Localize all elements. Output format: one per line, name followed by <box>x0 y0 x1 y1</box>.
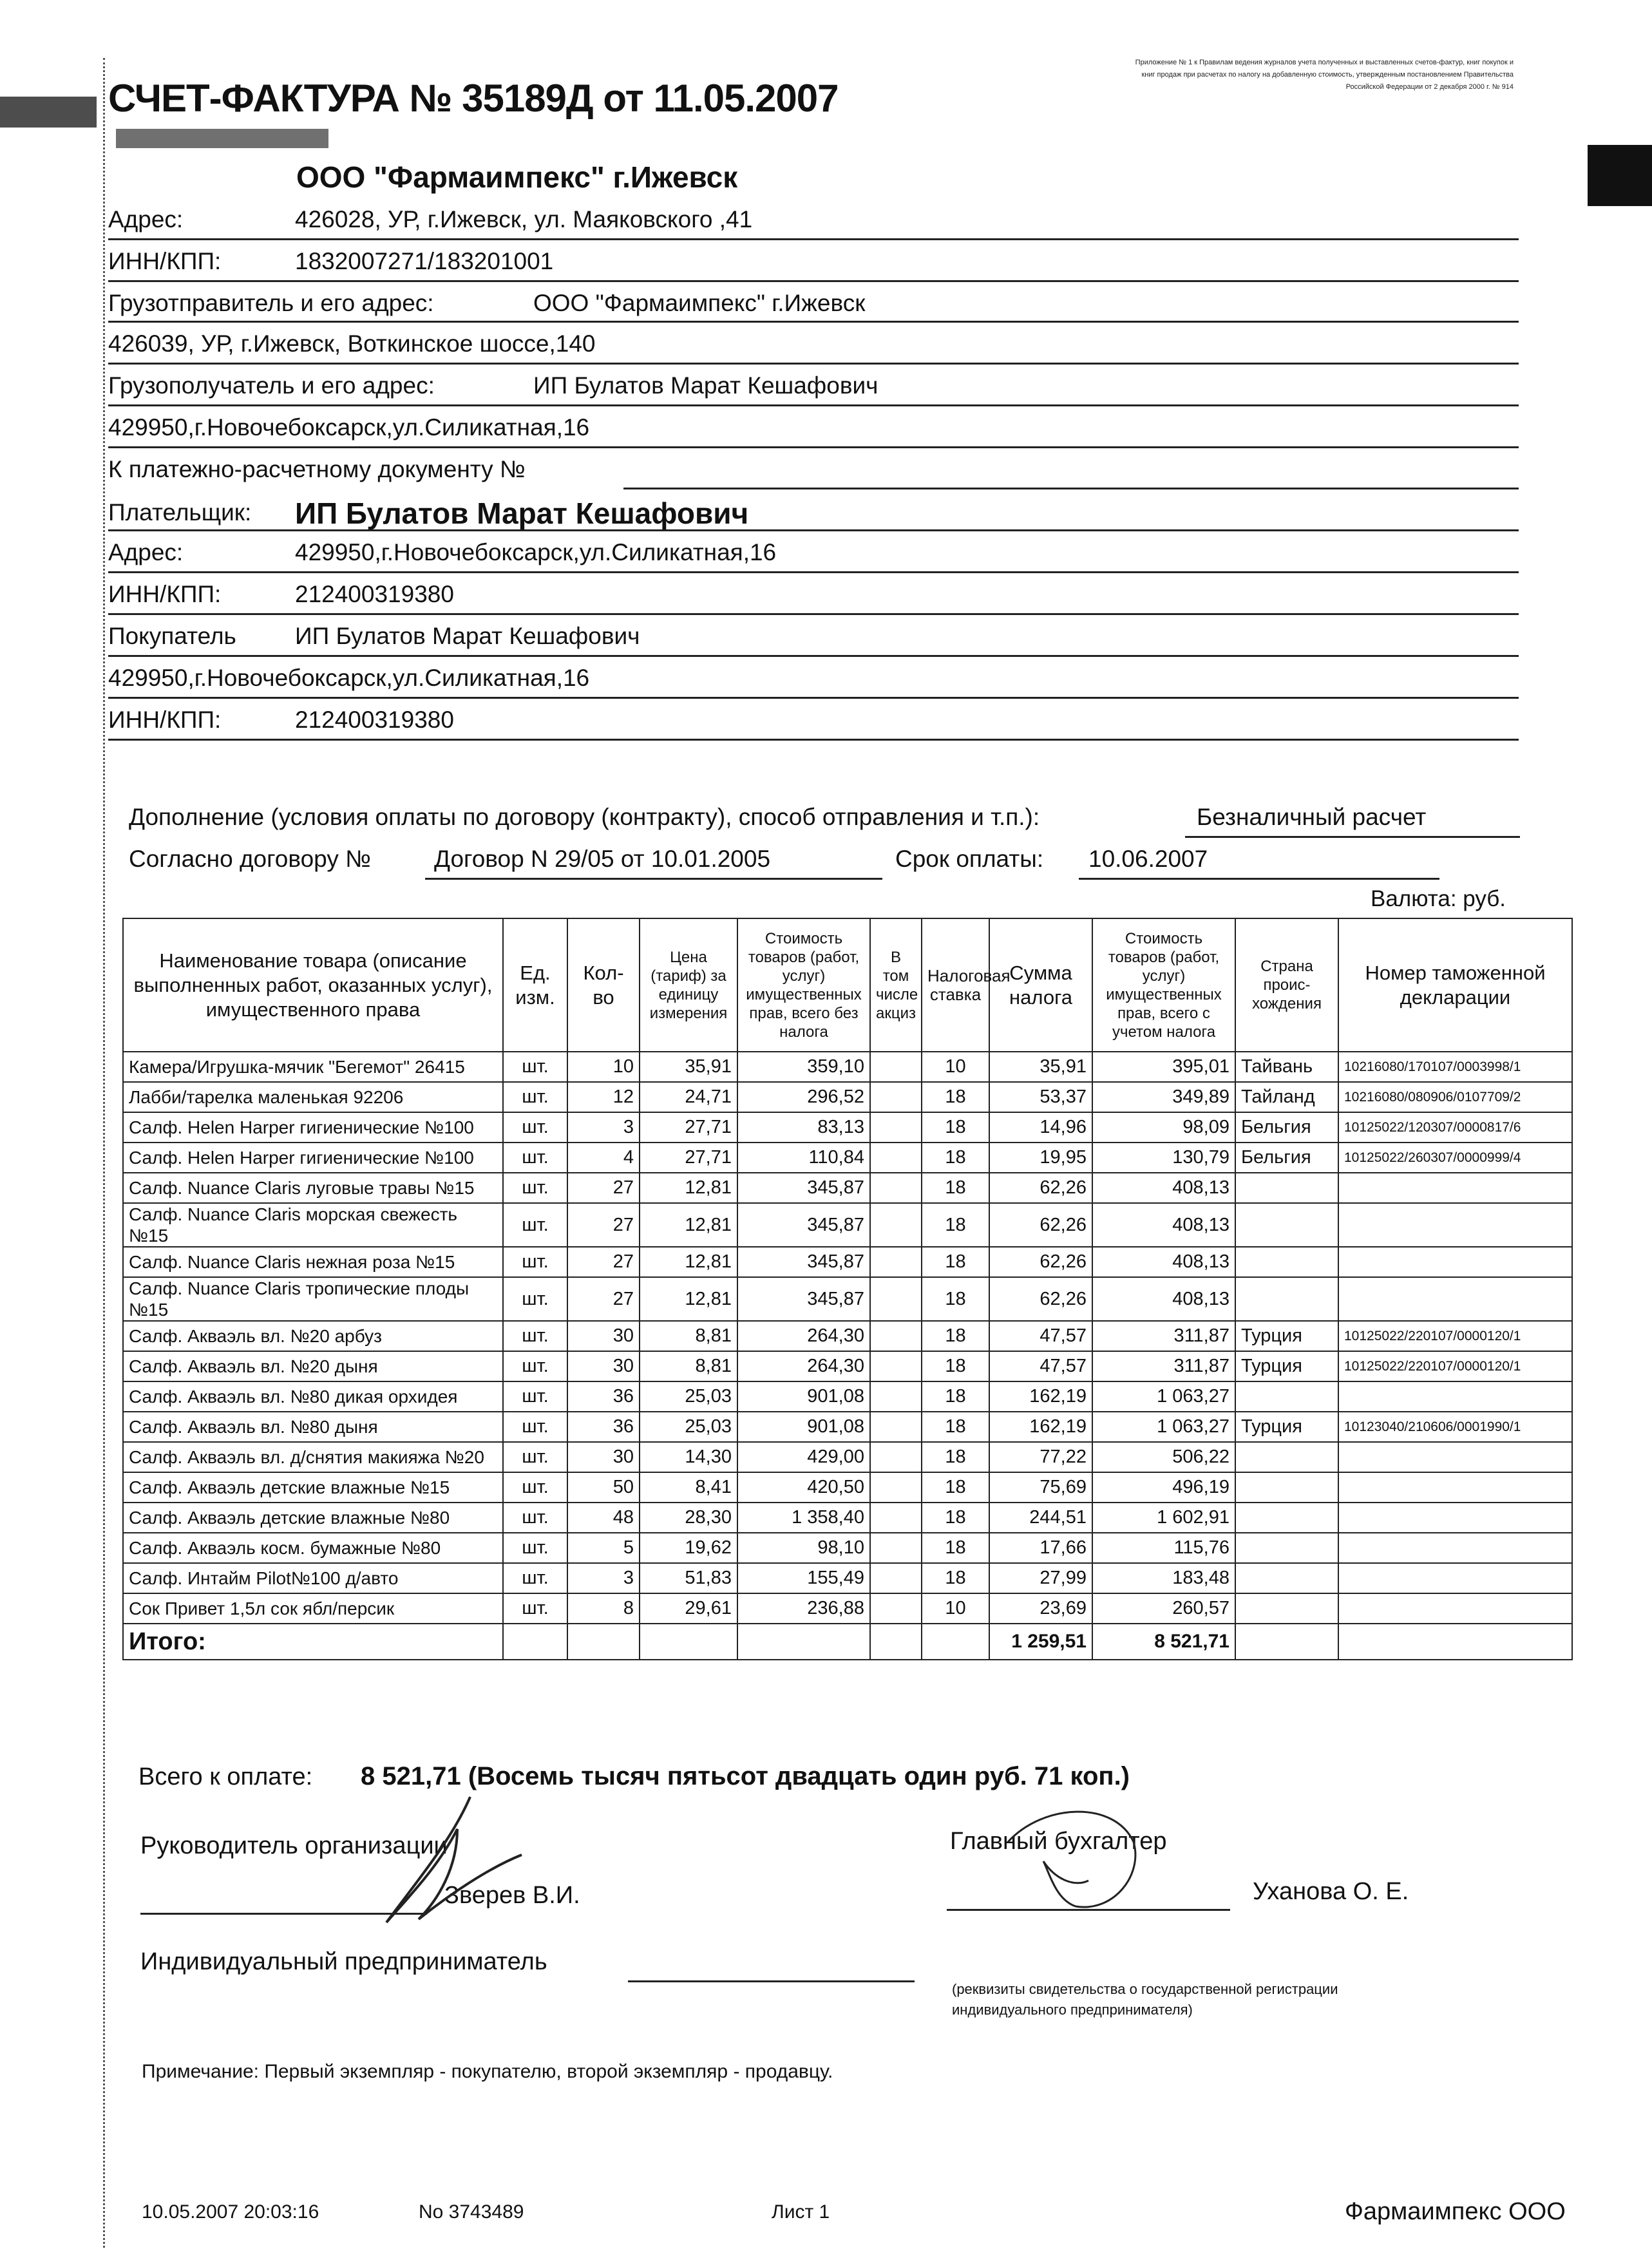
cell-rate: 18 <box>922 1112 989 1143</box>
cell-qty: 27 <box>567 1203 640 1247</box>
buyer-label: Покупатель <box>108 623 236 649</box>
cell-excise <box>870 1052 922 1082</box>
cell-tax: 53,37 <box>989 1082 1092 1112</box>
cell-excise <box>870 1563 922 1593</box>
cell-unit: шт. <box>503 1082 567 1112</box>
cell-name: Салф. Акваэль детские влажные №80 <box>123 1503 503 1533</box>
buyer-name: ИП Булатов Марат Кешафович <box>295 623 640 649</box>
cell-cost: 98,10 <box>737 1533 870 1563</box>
cell-qty: 10 <box>567 1052 640 1082</box>
cell-tax: 27,99 <box>989 1563 1092 1593</box>
cell-price: 51,83 <box>640 1563 737 1593</box>
cell-price: 12,81 <box>640 1247 737 1277</box>
contract-label: Согласно договору № <box>129 846 371 872</box>
cell-qty: 27 <box>567 1247 640 1277</box>
cell-tax: 47,57 <box>989 1321 1092 1351</box>
cell-rate: 18 <box>922 1503 989 1533</box>
scan-smudge-top <box>116 129 328 148</box>
cell-total: 1 063,27 <box>1092 1412 1235 1442</box>
col-unit: Ед. изм. <box>503 918 567 1052</box>
copies-note: Примечание: Первый экземпляр - покупателю, второй экземпляр - продавцу. <box>142 2061 833 2082</box>
cell-unit: шт. <box>503 1412 567 1442</box>
cell-country: Турция <box>1235 1321 1338 1351</box>
cell-excise <box>870 1593 922 1624</box>
cell-decl <box>1338 1247 1572 1277</box>
payer-name: ИП Булатов Марат Кешафович <box>295 497 749 530</box>
cell-unit: шт. <box>503 1052 567 1082</box>
cell-tax: 17,66 <box>989 1533 1092 1563</box>
entrepreneur-label: Индивидуальный предприниматель <box>140 1948 547 1975</box>
table-row <box>123 1112 1572 1143</box>
cell-cost: 345,87 <box>737 1247 870 1277</box>
col-name: Наименование товара (описание выполненных работ, оказанных услуг), имущественного права <box>123 918 503 1052</box>
cell-rate: 18 <box>922 1321 989 1351</box>
cell-unit: шт. <box>503 1203 567 1247</box>
cell-price: 25,03 <box>640 1412 737 1442</box>
cell-name: Салф. Nuance Claris тропические плоды №15 <box>123 1277 503 1321</box>
col-qty: Кол-во <box>567 918 640 1052</box>
cell-cost: 345,87 <box>737 1277 870 1321</box>
cell-country: Тайланд <box>1235 1082 1338 1112</box>
cell-cost: 236,88 <box>737 1593 870 1624</box>
cell-decl <box>1338 1442 1572 1472</box>
cell-cost: 264,30 <box>737 1321 870 1351</box>
cell-name: Салф. Акваэль вл. №20 дыня <box>123 1351 503 1381</box>
cell-tax: 62,26 <box>989 1203 1092 1247</box>
cell-qty: 30 <box>567 1351 640 1381</box>
cell-rate: 18 <box>922 1143 989 1173</box>
table-row <box>123 1277 1572 1321</box>
buyer-inn: 212400319380 <box>295 707 454 733</box>
cell-total: 395,01 <box>1092 1052 1235 1082</box>
cell-decl <box>1338 1173 1572 1203</box>
table-row <box>123 1143 1572 1173</box>
table-row <box>123 1321 1572 1351</box>
cell-decl: 10125022/120307/0000817/6 <box>1338 1112 1572 1143</box>
buyer-inn-label: ИНН/КПП: <box>108 707 222 733</box>
cell-country: Тайвань <box>1235 1052 1338 1082</box>
table-row <box>123 1533 1572 1563</box>
totals-label: Итого: <box>123 1624 503 1660</box>
cell-cost: 83,13 <box>737 1112 870 1143</box>
table-row <box>123 1563 1572 1593</box>
cell-decl: 10125022/220107/0000120/1 <box>1338 1321 1572 1351</box>
cell-decl: 10216080/080906/0107709/2 <box>1338 1082 1572 1112</box>
director-signature <box>361 1790 528 1932</box>
cell-cost: 901,08 <box>737 1381 870 1412</box>
cell-excise <box>870 1203 922 1247</box>
cell-country <box>1235 1247 1338 1277</box>
cell-name: Салф. Интайм Pilot№100 д/авто <box>123 1563 503 1593</box>
cell-unit: шт. <box>503 1472 567 1503</box>
cell-rate: 18 <box>922 1277 989 1321</box>
cell-tax: 19,95 <box>989 1143 1092 1173</box>
shipper-label: Грузотправитель и его адрес: <box>108 290 434 316</box>
cell-country: Бельгия <box>1235 1112 1338 1143</box>
cell-total: 130,79 <box>1092 1143 1235 1173</box>
cell-excise <box>870 1143 922 1173</box>
cell-country <box>1235 1503 1338 1533</box>
footer-datetime: 10.05.2007 20:03:16 <box>142 2201 319 2223</box>
cell-unit: шт. <box>503 1247 567 1277</box>
cell-qty: 48 <box>567 1503 640 1533</box>
cell-country <box>1235 1203 1338 1247</box>
cell-price: 14,30 <box>640 1442 737 1472</box>
cell-name: Салф. Акваэль вл. №80 дикая орхидея <box>123 1381 503 1412</box>
accountant-name: Уханова О. Е. <box>1253 1878 1409 1905</box>
supplement-label: Дополнение (условия оплаты по договору (контракту), способ отправления и т.п.): <box>129 804 1040 830</box>
table-row <box>123 1351 1572 1381</box>
cell-price: 8,81 <box>640 1321 737 1351</box>
footer-number: No 3743489 <box>419 2201 524 2223</box>
cell-qty: 12 <box>567 1082 640 1112</box>
cell-unit: шт. <box>503 1277 567 1321</box>
cell-qty: 5 <box>567 1533 640 1563</box>
col-decl: Номер таможенной декларации <box>1338 918 1572 1052</box>
cell-price: 12,81 <box>640 1173 737 1203</box>
cell-rate: 18 <box>922 1082 989 1112</box>
shipper-address: 426039, УР, г.Ижевск, Воткинское шоссе,140 <box>108 330 596 357</box>
cell-tax: 77,22 <box>989 1442 1092 1472</box>
cell-total: 408,13 <box>1092 1277 1235 1321</box>
currency-label: Валюта: руб. <box>1371 886 1506 911</box>
cell-excise <box>870 1112 922 1143</box>
cell-qty: 50 <box>567 1472 640 1503</box>
cell-unit: шт. <box>503 1321 567 1351</box>
cell-unit: шт. <box>503 1593 567 1624</box>
cell-excise <box>870 1173 922 1203</box>
table-row <box>123 1593 1572 1624</box>
cell-price: 24,71 <box>640 1082 737 1112</box>
cell-tax: 14,96 <box>989 1112 1092 1143</box>
cell-cost: 155,49 <box>737 1563 870 1593</box>
cell-price: 35,91 <box>640 1052 737 1082</box>
cell-decl <box>1338 1593 1572 1624</box>
cell-price: 27,71 <box>640 1143 737 1173</box>
cell-price: 8,81 <box>640 1351 737 1381</box>
cell-qty: 30 <box>567 1321 640 1351</box>
table-header <box>123 918 1572 1052</box>
cell-tax: 62,26 <box>989 1173 1092 1203</box>
cell-price: 19,62 <box>640 1533 737 1563</box>
payer-address: 429950,г.Новочебоксарск,ул.Силикатная,16 <box>295 539 777 565</box>
footer-sheet: Лист 1 <box>772 2201 830 2223</box>
cell-rate: 18 <box>922 1381 989 1412</box>
cell-excise <box>870 1412 922 1442</box>
totals-tax: 1 259,51 <box>989 1624 1092 1660</box>
cell-qty: 30 <box>567 1442 640 1472</box>
registration-note: (реквизиты свидетельства о государственной регистрации индивидуального предпринимателя) <box>952 1981 1338 2018</box>
cell-country: Турция <box>1235 1351 1338 1381</box>
cell-decl <box>1338 1277 1572 1321</box>
cell-decl: 10216080/170107/0003998/1 <box>1338 1052 1572 1082</box>
col-total: Стоимость товаров (работ, услуг) имущественных прав, всего с учетом налога <box>1092 918 1235 1052</box>
cell-total: 408,13 <box>1092 1203 1235 1247</box>
cell-rate: 10 <box>922 1593 989 1624</box>
cell-price: 8,41 <box>640 1472 737 1503</box>
seller-name: ООО "Фармаимпекс" г.Ижевск <box>296 160 738 194</box>
cell-name: Салф. Helen Harper гигиенические №100 <box>123 1143 503 1173</box>
cell-tax: 62,26 <box>989 1277 1092 1321</box>
cell-name: Салф. Акваэль детские влажные №15 <box>123 1472 503 1503</box>
cell-country: Бельгия <box>1235 1143 1338 1173</box>
cell-rate: 10 <box>922 1052 989 1082</box>
cell-rate: 18 <box>922 1203 989 1247</box>
cell-unit: шт. <box>503 1143 567 1173</box>
cell-qty: 27 <box>567 1173 640 1203</box>
cell-cost: 296,52 <box>737 1082 870 1112</box>
payer-address-label: Адрес: <box>108 539 184 565</box>
cell-cost: 110,84 <box>737 1143 870 1173</box>
table-row <box>123 1442 1572 1472</box>
cell-rate: 18 <box>922 1533 989 1563</box>
cell-country <box>1235 1381 1338 1412</box>
cell-rate: 18 <box>922 1563 989 1593</box>
accountant-label: Главный бухгалтер <box>950 1828 1167 1855</box>
cell-decl <box>1338 1381 1572 1412</box>
inn-label: ИНН/КПП: <box>108 248 222 274</box>
shipper-name: ООО "Фармаимпекс" г.Ижевск <box>533 290 866 316</box>
cell-decl <box>1338 1563 1572 1593</box>
cell-qty: 4 <box>567 1143 640 1173</box>
cell-name: Салф. Nuance Claris нежная роза №15 <box>123 1247 503 1277</box>
cell-unit: шт. <box>503 1381 567 1412</box>
table-row <box>123 1173 1572 1203</box>
cell-name: Сок Привет 1,5л сок ябл/персик <box>123 1593 503 1624</box>
cell-name: Лабби/тарелка маленькая 92206 <box>123 1082 503 1112</box>
cell-total: 183,48 <box>1092 1563 1235 1593</box>
cell-cost: 420,50 <box>737 1472 870 1503</box>
cell-total: 1 063,27 <box>1092 1381 1235 1412</box>
cell-country <box>1235 1442 1338 1472</box>
accountant-signature <box>1005 1803 1153 1926</box>
cell-country: Турция <box>1235 1412 1338 1442</box>
cell-price: 12,81 <box>640 1277 737 1321</box>
cell-country <box>1235 1173 1338 1203</box>
cell-decl <box>1338 1533 1572 1563</box>
consignee-label: Грузополучатель и его адрес: <box>108 372 435 399</box>
col-price: Цена (тариф) за единицу измерения <box>640 918 737 1052</box>
cell-cost: 429,00 <box>737 1442 870 1472</box>
cell-name: Салф. Helen Harper гигиенические №100 <box>123 1112 503 1143</box>
table-row <box>123 1381 1572 1412</box>
table-row <box>123 1472 1572 1503</box>
cell-cost: 264,30 <box>737 1351 870 1381</box>
col-country: Страна проис-хождения <box>1235 918 1338 1052</box>
cell-name: Салф. Акваэль вл. д/снятия макияжа №20 <box>123 1442 503 1472</box>
cell-price: 29,61 <box>640 1593 737 1624</box>
cell-tax: 62,26 <box>989 1247 1092 1277</box>
cell-total: 98,09 <box>1092 1112 1235 1143</box>
cell-total: 115,76 <box>1092 1533 1235 1563</box>
appendix-note: Приложение № 1 к Правилам ведения журналов учета полученных и выставленных счетов-фактур, книг покупок и книг продаж при расчетах по налогу на добавленную стоимость, утвержденным постановлением Правительства Российской Федерации от 2 декабря 2000 г. № 914 <box>1135 59 1514 91</box>
payment-doc-label: К платежно-расчетному документу № <box>108 456 526 482</box>
items-table <box>122 918 1573 1660</box>
cell-qty: 8 <box>567 1593 640 1624</box>
cell-decl <box>1338 1203 1572 1247</box>
table-row <box>123 1247 1572 1277</box>
cell-unit: шт. <box>503 1112 567 1143</box>
cell-price: 25,03 <box>640 1381 737 1412</box>
table-row <box>123 1203 1572 1247</box>
cell-cost: 901,08 <box>737 1412 870 1442</box>
cell-country <box>1235 1472 1338 1503</box>
cell-country <box>1235 1277 1338 1321</box>
scan-smudge-left <box>0 97 97 128</box>
cell-decl: 10123040/210606/0001990/1 <box>1338 1412 1572 1442</box>
cell-name: Камера/Игрушка-мячик "Бегемот" 26415 <box>123 1052 503 1082</box>
cell-decl <box>1338 1503 1572 1533</box>
cell-unit: шт. <box>503 1442 567 1472</box>
scan-smudge-right <box>1588 145 1652 206</box>
cell-cost: 345,87 <box>737 1203 870 1247</box>
cell-rate: 18 <box>922 1173 989 1203</box>
due-value: 10.06.2007 <box>1088 846 1208 872</box>
cell-excise <box>870 1082 922 1112</box>
cell-total: 260,57 <box>1092 1593 1235 1624</box>
cell-name: Салф. Nuance Claris морская свежесть №15 <box>123 1203 503 1247</box>
cell-rate: 18 <box>922 1442 989 1472</box>
cell-decl: 10125022/260307/0000999/4 <box>1338 1143 1572 1173</box>
cell-excise <box>870 1503 922 1533</box>
due-label: Срок оплаты: <box>895 846 1044 872</box>
seller-inn: 1832007271/183201001 <box>295 248 554 274</box>
cell-total: 408,13 <box>1092 1173 1235 1203</box>
cell-cost: 359,10 <box>737 1052 870 1082</box>
cell-tax: 47,57 <box>989 1351 1092 1381</box>
supplement-value: Безналичный расчет <box>1197 804 1427 830</box>
payer-label: Плательщик: <box>108 499 252 526</box>
cell-excise <box>870 1247 922 1277</box>
cell-qty: 36 <box>567 1412 640 1442</box>
cell-price: 12,81 <box>640 1203 737 1247</box>
cell-rate: 18 <box>922 1472 989 1503</box>
cell-country <box>1235 1563 1338 1593</box>
cell-total: 506,22 <box>1092 1442 1235 1472</box>
consignee-name: ИП Булатов Марат Кешафович <box>533 372 878 399</box>
cell-tax: 23,69 <box>989 1593 1092 1624</box>
cell-qty: 27 <box>567 1277 640 1321</box>
cell-country <box>1235 1593 1338 1624</box>
table-row <box>123 1503 1572 1533</box>
cell-name: Салф. Nuance Claris луговые травы №15 <box>123 1173 503 1203</box>
cell-rate: 18 <box>922 1351 989 1381</box>
cell-excise <box>870 1472 922 1503</box>
cell-unit: шт. <box>503 1503 567 1533</box>
cell-name: Салф. Акваэль косм. бумажные №80 <box>123 1533 503 1563</box>
cell-excise <box>870 1442 922 1472</box>
address-label: Адрес: <box>108 206 184 232</box>
cell-total: 496,19 <box>1092 1472 1235 1503</box>
invoice-title: СЧЕТ-ФАКТУРА № 35189Д от 11.05.2007 <box>108 77 839 120</box>
cell-qty: 36 <box>567 1381 640 1412</box>
table-row <box>123 1412 1572 1442</box>
cell-cost: 1 358,40 <box>737 1503 870 1533</box>
director-name: Зверев В.И. <box>444 1882 580 1909</box>
contract-value: Договор N 29/05 от 10.01.2005 <box>434 846 771 872</box>
cell-unit: шт. <box>503 1173 567 1203</box>
cell-qty: 3 <box>567 1563 640 1593</box>
cell-total: 1 602,91 <box>1092 1503 1235 1533</box>
cell-decl <box>1338 1472 1572 1503</box>
col-cost: Стоимость товаров (работ, услуг) имущественных прав, всего без налога <box>737 918 870 1052</box>
cell-total: 408,13 <box>1092 1247 1235 1277</box>
cell-excise <box>870 1277 922 1321</box>
buyer-address: 429950,г.Новочебоксарск,ул.Силикатная,16 <box>108 665 590 691</box>
cell-qty: 3 <box>567 1112 640 1143</box>
cell-tax: 75,69 <box>989 1472 1092 1503</box>
payer-inn-label: ИНН/КПП: <box>108 581 222 607</box>
cell-cost: 345,87 <box>737 1173 870 1203</box>
cell-excise <box>870 1321 922 1351</box>
col-excise: В том числе акциз <box>870 918 922 1052</box>
cell-rate: 18 <box>922 1247 989 1277</box>
totals-row <box>123 1624 1572 1660</box>
cell-unit: шт. <box>503 1351 567 1381</box>
cell-unit: шт. <box>503 1563 567 1593</box>
cell-country <box>1235 1533 1338 1563</box>
cell-name: Салф. Акваэль вл. №20 арбуз <box>123 1321 503 1351</box>
cell-total: 311,87 <box>1092 1351 1235 1381</box>
summary-value: 8 521,71 (Восемь тысяч пятьсот двадцать один руб. 71 коп.) <box>361 1762 1130 1790</box>
cell-name: Салф. Акваэль вл. №80 дыня <box>123 1412 503 1442</box>
table-row <box>123 1082 1572 1112</box>
scan-margin-line <box>103 58 107 2248</box>
cell-price: 27,71 <box>640 1112 737 1143</box>
director-label: Руководитель организации <box>140 1832 448 1859</box>
cell-total: 349,89 <box>1092 1082 1235 1112</box>
cell-rate: 18 <box>922 1412 989 1442</box>
cell-tax: 244,51 <box>989 1503 1092 1533</box>
cell-excise <box>870 1381 922 1412</box>
totals-total: 8 521,71 <box>1092 1624 1235 1660</box>
col-rate: Налоговая ставка <box>922 918 989 1052</box>
consignee-address: 429950,г.Новочебоксарск,ул.Силикатная,16 <box>108 414 590 441</box>
cell-tax: 162,19 <box>989 1381 1092 1412</box>
col-tax: Сумма налога <box>989 918 1092 1052</box>
cell-excise <box>870 1351 922 1381</box>
cell-tax: 162,19 <box>989 1412 1092 1442</box>
cell-decl: 10125022/220107/0000120/1 <box>1338 1351 1572 1381</box>
cell-tax: 35,91 <box>989 1052 1092 1082</box>
cell-total: 311,87 <box>1092 1321 1235 1351</box>
cell-price: 28,30 <box>640 1503 737 1533</box>
cell-excise <box>870 1533 922 1563</box>
footer-company: Фармаимпекс ООО <box>1345 2198 1566 2225</box>
table-row <box>123 1052 1572 1082</box>
payer-inn: 212400319380 <box>295 581 454 607</box>
summary-label: Всего к оплате: <box>138 1763 313 1790</box>
cell-unit: шт. <box>503 1533 567 1563</box>
seller-address: 426028, УР, г.Ижевск, ул. Маяковского ,41 <box>295 206 753 232</box>
